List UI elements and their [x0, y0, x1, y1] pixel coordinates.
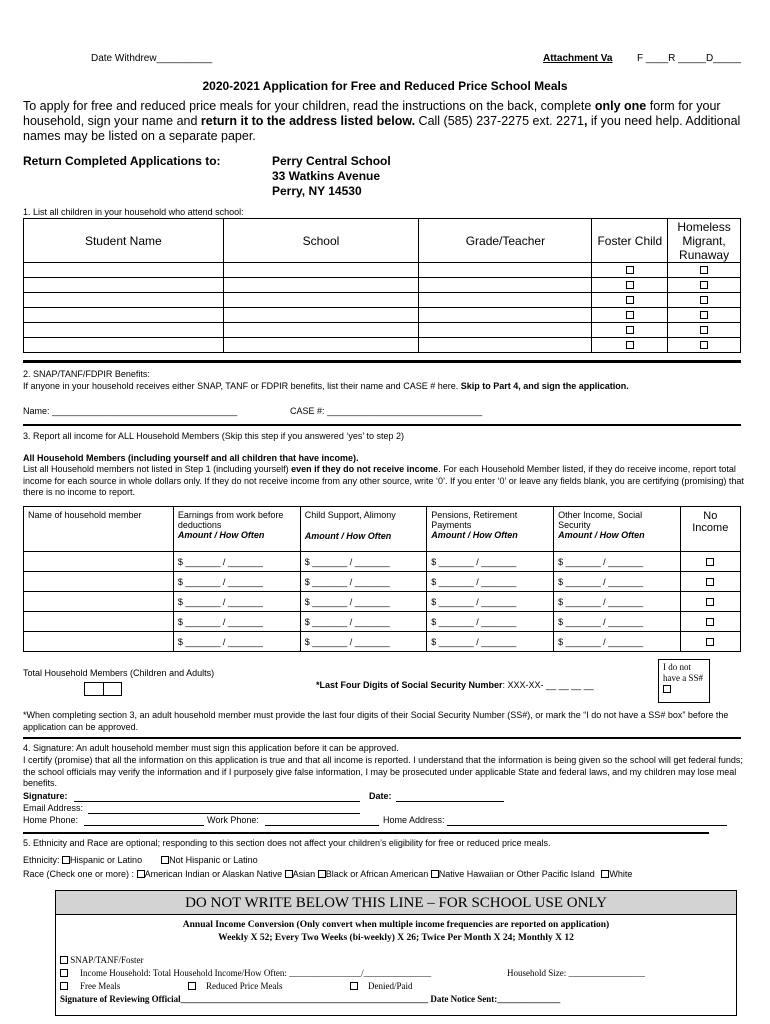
step3-text: List all Household members not listed in Step 1 (including yourself) even if they do not receive income. For each Household Member listed, if they do receive income, report total income for each source in whole dollars only. If they do not receive income from any other source, write ‘0’. If you enter ‘0’ or leave any fields blank, you are certifying (promising) that there is no income to report. [23, 464, 744, 497]
table-row: $ _______ / _______ $ _______ / _______ $ _______ / _______ $ _______ / _______ [24, 592, 741, 612]
email-field[interactable] [88, 803, 360, 814]
signature-field[interactable] [74, 791, 360, 802]
total-members-label: Total Household Members (Children and Adults) [23, 668, 215, 678]
checkbox[interactable] [700, 341, 708, 349]
checkbox-denied[interactable] [350, 982, 358, 990]
checkbox[interactable] [626, 311, 634, 319]
step1-label: 1. List all children in your household who attend school: [23, 207, 244, 217]
step2-text: If anyone in your household receives either SNAP, TANF or FDPIR benefits, list their name and CASE # here. Skip to Part 4, and sign the application. [23, 381, 629, 391]
checkbox[interactable] [706, 558, 714, 566]
checkbox-snap[interactable] [60, 956, 68, 964]
checkbox[interactable] [706, 598, 714, 606]
checkbox-not-hispanic[interactable] [161, 856, 169, 864]
checkbox[interactable] [706, 638, 714, 646]
step5-label: 5. Ethnicity and Race are optional; responding to this section does not affect your children’s eligibility for free or reduced price meals. [23, 838, 551, 848]
checkbox[interactable] [700, 266, 708, 274]
date-label: Date: [369, 791, 392, 801]
free-row: Free Meals [60, 981, 120, 991]
race-row: Race (Check one or more) : American Indian or Alaskan Native Asian Black or African American Native Hawaiian or Other Pacific Island White [23, 869, 633, 879]
table-row: $ _______ / _______ $ _______ / _______ $ _______ / _______ $ _______ / _______ [24, 632, 741, 652]
date-withdrew: Date Withdrew__________ [91, 53, 213, 64]
col-member-name: Name of household member [24, 507, 174, 552]
intro-text: To apply for free and reduced price meals for your children, read the instructions on the back, complete only one form for your household, sign your name and return it to the address listed below. Call (585) 237-2275 ext. 2271, if you need help. Additional names may be listed on a separate paper. [23, 99, 741, 143]
table-row [24, 278, 741, 293]
conversion-line1: Annual Income Conversion (Only convert when multiple income frequencies are reported on application) [182, 920, 610, 930]
ethnicity-row: Ethnicity: Hispanic or Latino Not Hispanic or Latino [23, 855, 258, 865]
divider [23, 832, 709, 834]
table-row: $ _______ / _______ $ _______ / _______ $ _______ / _______ $ _______ / _______ [24, 572, 741, 592]
col-school: School [223, 219, 419, 263]
work-phone-label: Work Phone: [207, 815, 259, 825]
date-field[interactable] [396, 791, 504, 802]
return-address: Perry Central School 33 Watkins Avenue Perry, NY 14530 [272, 154, 391, 198]
checkbox-reduced[interactable] [188, 982, 196, 990]
checkbox-american-indian[interactable] [137, 870, 145, 878]
divider [23, 360, 741, 363]
work-phone-field[interactable] [265, 815, 379, 826]
frd-field: F ____R _____D_____ [637, 53, 741, 64]
step2-label: 2. SNAP/TANF/FDPIR Benefits: [23, 369, 150, 379]
step3-heading: All Household Members (including yourself and all children that have income). [23, 453, 359, 463]
reduced-row: Reduced Price Meals [188, 981, 282, 991]
home-phone-field[interactable] [84, 815, 204, 826]
home-phone-label: Home Phone: [23, 815, 79, 825]
household-size[interactable]: Household Size: _________________ [507, 968, 645, 978]
col-student-name: Student Name [24, 219, 224, 263]
children-table [23, 218, 741, 353]
no-ssn-box[interactable]: I do not have a SS# [658, 659, 710, 703]
checkbox[interactable] [626, 281, 634, 289]
divider [23, 737, 741, 739]
checkbox[interactable] [626, 341, 634, 349]
table-row: $ _______ / _______ $ _______ / _______ $ _______ / _______ $ _______ / _______ [24, 552, 741, 572]
snap-name-field[interactable]: Name: _____________________________________ [23, 406, 238, 416]
checkbox-income[interactable] [60, 969, 68, 977]
table-row: $ _______ / _______ $ _______ / _______ $ _______ / _______ $ _______ / _______ [24, 612, 741, 632]
col-grade-teacher: Grade/Teacher [419, 219, 592, 263]
email-label: Email Address: [23, 803, 84, 813]
table-row [24, 263, 741, 278]
checkbox[interactable] [700, 296, 708, 304]
certify-text: I certify (promise) that all the information on this application is true and that all income is reported. I understand that the information is being given so the school will get federal funds; the school officials may verify the information and if I purposely give false information, I may be prosecuted under applicable State and federal laws, and my children may lose meal benefits. [23, 755, 743, 788]
table-row [24, 338, 741, 353]
attachment-label: Attachment Va [543, 53, 613, 64]
col-no-income: No Income [680, 507, 740, 552]
checkbox-free[interactable] [60, 982, 68, 990]
col-foster-child: Foster Child [592, 219, 668, 263]
step4-label: 4. Signature: An adult household member must sign this application before it can be approved. [23, 743, 399, 753]
ssn-note: *When completing section 3, an adult household member must provide the last four digits of their Social Security Number (SS#), or mark the “I do not have a SS# box” before the application can be approved. [23, 710, 729, 732]
page-title: 2020-2021 Application for Free and Reduced Price School Meals [202, 79, 568, 93]
checkbox[interactable] [626, 296, 634, 304]
checkbox[interactable] [700, 326, 708, 334]
home-address-field[interactable] [447, 815, 727, 826]
ssn-field[interactable]: *Last Four Digits of Social Security Number: XXX-XX- __ __ __ __ [316, 680, 594, 690]
conversion-line2: Weekly X 52; Every Two Weeks (bi-weekly) X 26; Twice Per Month X 24; Monthly X 12 [218, 933, 574, 943]
snap-row: SNAP/TANF/Foster [60, 955, 144, 965]
col-homeless: Homeless Migrant, Runaway [668, 219, 741, 263]
checkbox[interactable] [706, 578, 714, 586]
denied-row: Denied/Paid [350, 981, 413, 991]
signature-label: Signature: [23, 791, 68, 801]
checkbox[interactable] [706, 618, 714, 626]
office-use-banner: DO NOT WRITE BELOW THIS LINE – FOR SCHOOL USE ONLY [55, 890, 737, 915]
table-row [24, 308, 741, 323]
checkbox-asian[interactable] [285, 870, 293, 878]
income-row: Income Household: Total Household Income/How Often: ________________/_______________ [60, 968, 431, 978]
reviewer-signature[interactable]: Signature of Reviewing Official_______________________________________________________ Date Notice Sent:______________ [60, 994, 561, 1004]
checkbox[interactable] [700, 311, 708, 319]
step3-label: 3. Report all income for ALL Household Members (Skip this step if you answered ‘yes’ to step 2) [23, 431, 405, 441]
checkbox[interactable] [663, 685, 671, 693]
checkbox-native-hawaiian[interactable] [431, 870, 439, 878]
checkbox[interactable] [700, 281, 708, 289]
total-members-input[interactable] [84, 682, 122, 696]
table-row [24, 293, 741, 308]
case-number-field[interactable]: CASE #: _______________________________ [290, 406, 483, 416]
checkbox[interactable] [626, 266, 634, 274]
return-label: Return Completed Applications to: [23, 154, 221, 168]
checkbox-black[interactable] [318, 870, 326, 878]
home-address-label: Home Address: [383, 815, 445, 825]
divider [23, 424, 741, 426]
checkbox[interactable] [626, 326, 634, 334]
checkbox-hispanic[interactable] [62, 856, 70, 864]
table-row [24, 323, 741, 338]
income-table: Name of household member Earnings from work before deductions Amount / How Often Child Support, Alimony Amount / How Often Pensions, Retirement Payments Amount / How Often Other Income, Social Security Amount / How Often No Income $ _______ / _______ $ _______ / _______ $ _______ / _______ $ _______ / _______ $ _______ / _______ $ _______ / _______ $ _______ / _______ $ _______ / _______ $ _______ / _______ $ _______ / _______ $ _______ / _______ $ _______ / _______ $ _______ / _______ $ _______ / _______ $ _______ / _______ $ _______ / _______ $ _______ / _______ $ _______ / _______ $ _______ / _______ $ _______ / _______ [23, 506, 741, 652]
